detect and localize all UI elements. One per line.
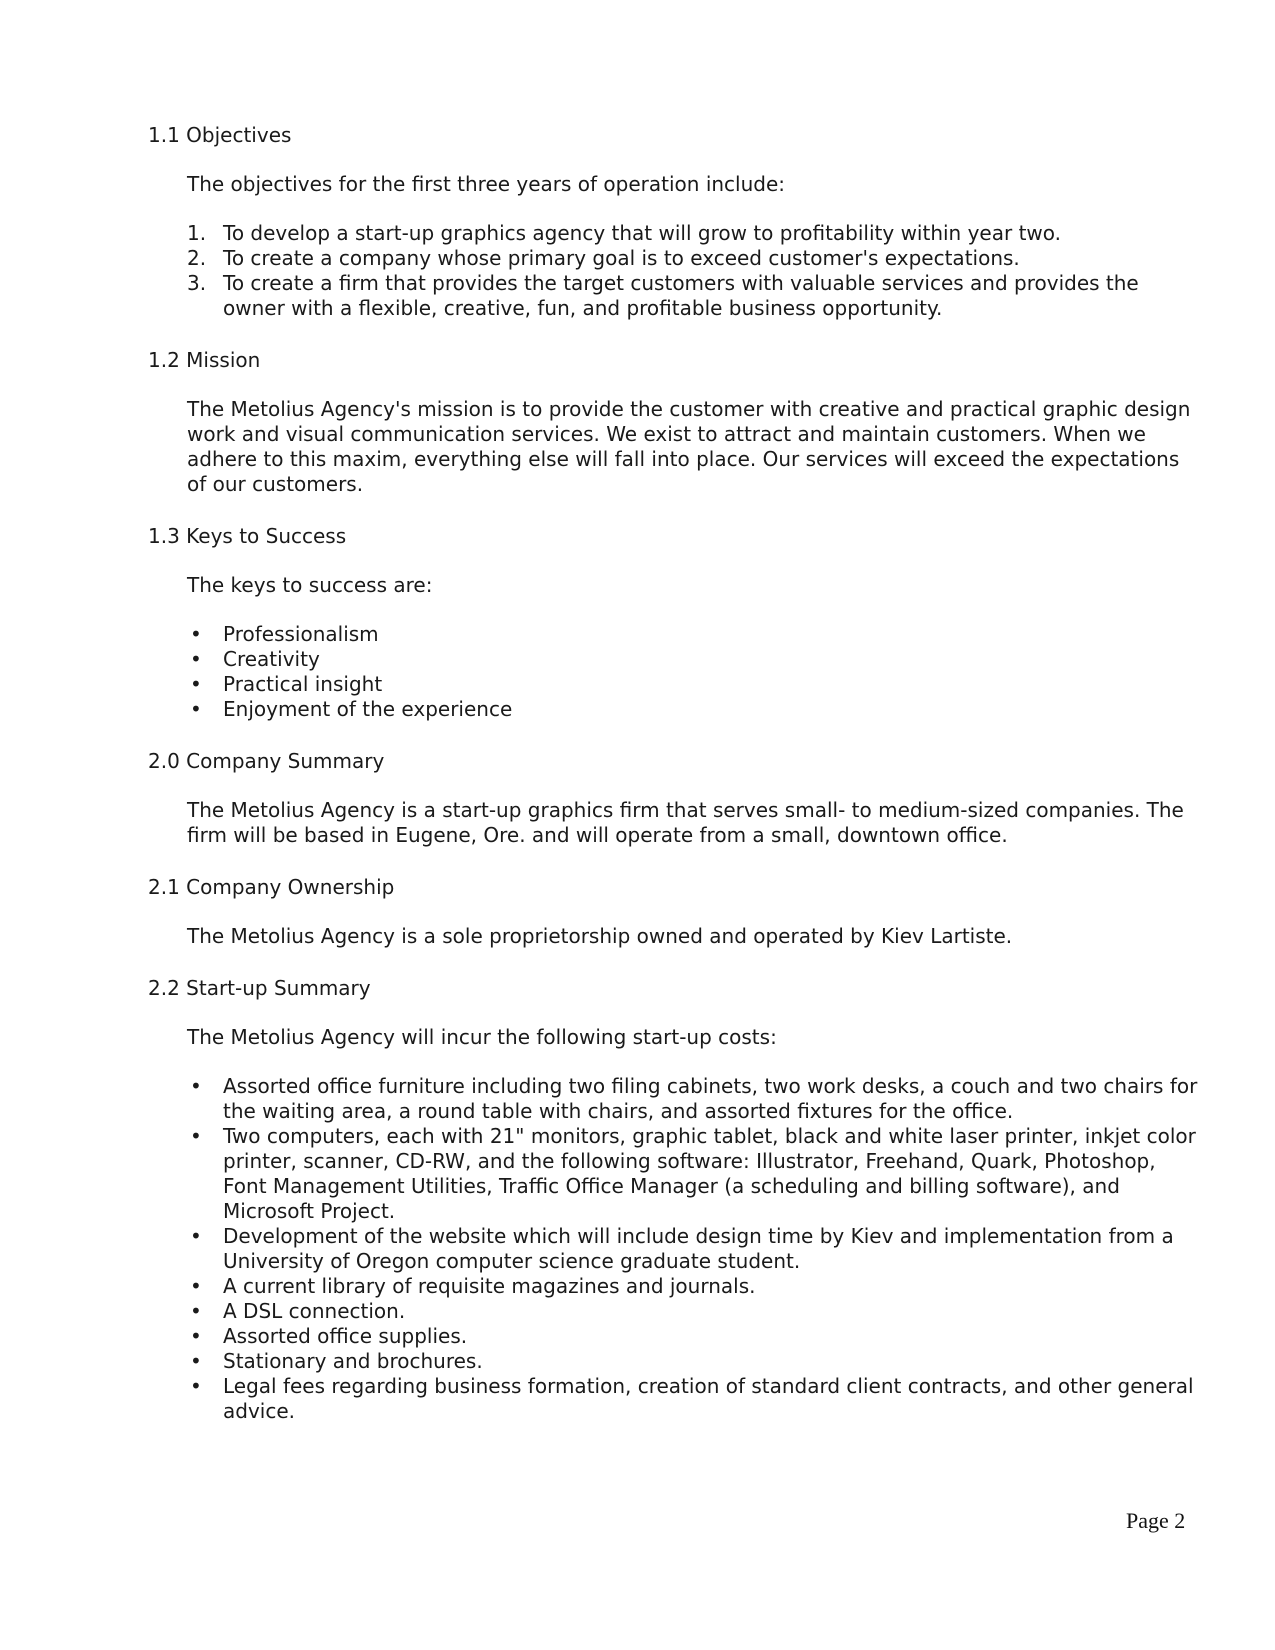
document-body — [148, 120, 1198, 1424]
list-item — [148, 1274, 1198, 1299]
bullet-icon: • — [190, 1124, 202, 1148]
heading-company-summary: 2.0 Company Summary — [148, 749, 385, 773]
heading-mission: 1.2 Mission — [148, 348, 261, 372]
bullet-icon: • — [190, 1349, 202, 1373]
heading-objectives: 1.1 Objectives — [148, 123, 292, 147]
list-item-text: Creativity — [223, 647, 320, 671]
list-item-text: To create a firm that provides the target customers with valuable services and provides the owner with a flexible, creative, fun, and profitable business opportunity. — [223, 271, 1139, 320]
heading-startup-summary: 2.2 Start-up Summary — [148, 976, 371, 1000]
list-item-text: Assorted office supplies. — [223, 1324, 468, 1348]
list-item — [148, 1224, 1198, 1274]
list-item-text: Legal fees regarding business formation, creation of standard client contracts, and other general advice. — [223, 1374, 1194, 1423]
bullet-icon: • — [190, 672, 202, 696]
bullet-icon: • — [190, 622, 202, 646]
objectives-list — [148, 221, 1198, 321]
list-item — [148, 672, 1198, 697]
bullet-icon: • — [190, 1299, 202, 1323]
list-item — [148, 697, 1198, 722]
objectives-intro: The objectives for the first three years of operation include: — [187, 172, 786, 196]
bullet-icon: • — [190, 1074, 202, 1098]
bullet-icon: • — [190, 1274, 202, 1298]
ownership-text: The Metolius Agency is a sole proprietorship owned and operated by Kiev Lartiste. — [187, 924, 1013, 948]
list-item-text: A current library of requisite magazines and journals. — [223, 1274, 756, 1298]
list-number: 1. — [187, 221, 207, 245]
list-item-text: Practical insight — [223, 672, 383, 696]
list-item — [148, 1124, 1198, 1224]
list-item-text: Stationary and brochures. — [223, 1349, 483, 1373]
bullet-icon: • — [190, 1224, 202, 1248]
list-item-text: Enjoyment of the experience — [223, 697, 513, 721]
list-item — [148, 271, 1198, 321]
list-item-text: Assorted office furniture including two filing cabinets, two work desks, a couch and two chairs for the waiting area, a round table with chairs, and assorted fixtures for the office. — [223, 1074, 1198, 1123]
keys-intro: The keys to success are: — [187, 573, 433, 597]
list-item — [148, 246, 1198, 271]
bullet-icon: • — [190, 647, 202, 671]
heading-company-ownership: 2.1 Company Ownership — [148, 875, 395, 899]
list-item-text: Professionalism — [223, 622, 379, 646]
list-item-text: To create a company whose primary goal is to exceed customer's expectations. — [223, 246, 1020, 270]
list-item — [148, 647, 1198, 672]
keys-list — [148, 622, 1198, 722]
list-item — [148, 1074, 1198, 1124]
list-item — [148, 1349, 1198, 1374]
list-item — [148, 1324, 1198, 1349]
list-item-text: Development of the website which will include design time by Kiev and implementation from a University of Oregon computer science graduate student. — [223, 1224, 1174, 1273]
startup-intro: The Metolius Agency will incur the following start-up costs: — [187, 1025, 777, 1049]
list-number: 3. — [187, 271, 207, 295]
list-item — [148, 221, 1198, 246]
bullet-icon: • — [190, 1324, 202, 1348]
company-summary-text: The Metolius Agency is a start-up graphics firm that serves small- to medium-sized companies. The firm will be based in Eugene, Ore. and will operate from a small, downtown office. — [187, 798, 1184, 847]
list-item — [148, 1299, 1198, 1324]
list-item-text: Two computers, each with 21" monitors, graphic tablet, black and white laser printer, inkjet color printer, scanner, CD-RW, and the following software: Illustrator, Freehand, Quark, Photoshop, Font Management Utilities, Traffic Office Manager (a scheduling and billing software), and Microsoft Project. — [223, 1124, 1196, 1223]
mission-text: The Metolius Agency's mission is to provide the customer with creative and practical graphic design work and visual communication services. We exist to attract and maintain customers. When we adhere to this maxim, everything else will fall into place. Our services will exceed the expectations of our customers. — [187, 397, 1191, 496]
bullet-icon: • — [190, 697, 202, 721]
list-item-text: To develop a start-up graphics agency that will grow to profitability within year two. — [223, 221, 1062, 245]
startup-costs-list — [148, 1074, 1198, 1424]
list-item-text: A DSL connection. — [223, 1299, 406, 1323]
list-item — [148, 1374, 1198, 1424]
heading-keys-to-success: 1.3 Keys to Success — [148, 524, 347, 548]
list-item — [148, 622, 1198, 647]
bullet-icon: • — [190, 1374, 202, 1398]
list-number: 2. — [187, 246, 207, 270]
page-number: Page 2 — [1126, 1508, 1186, 1533]
